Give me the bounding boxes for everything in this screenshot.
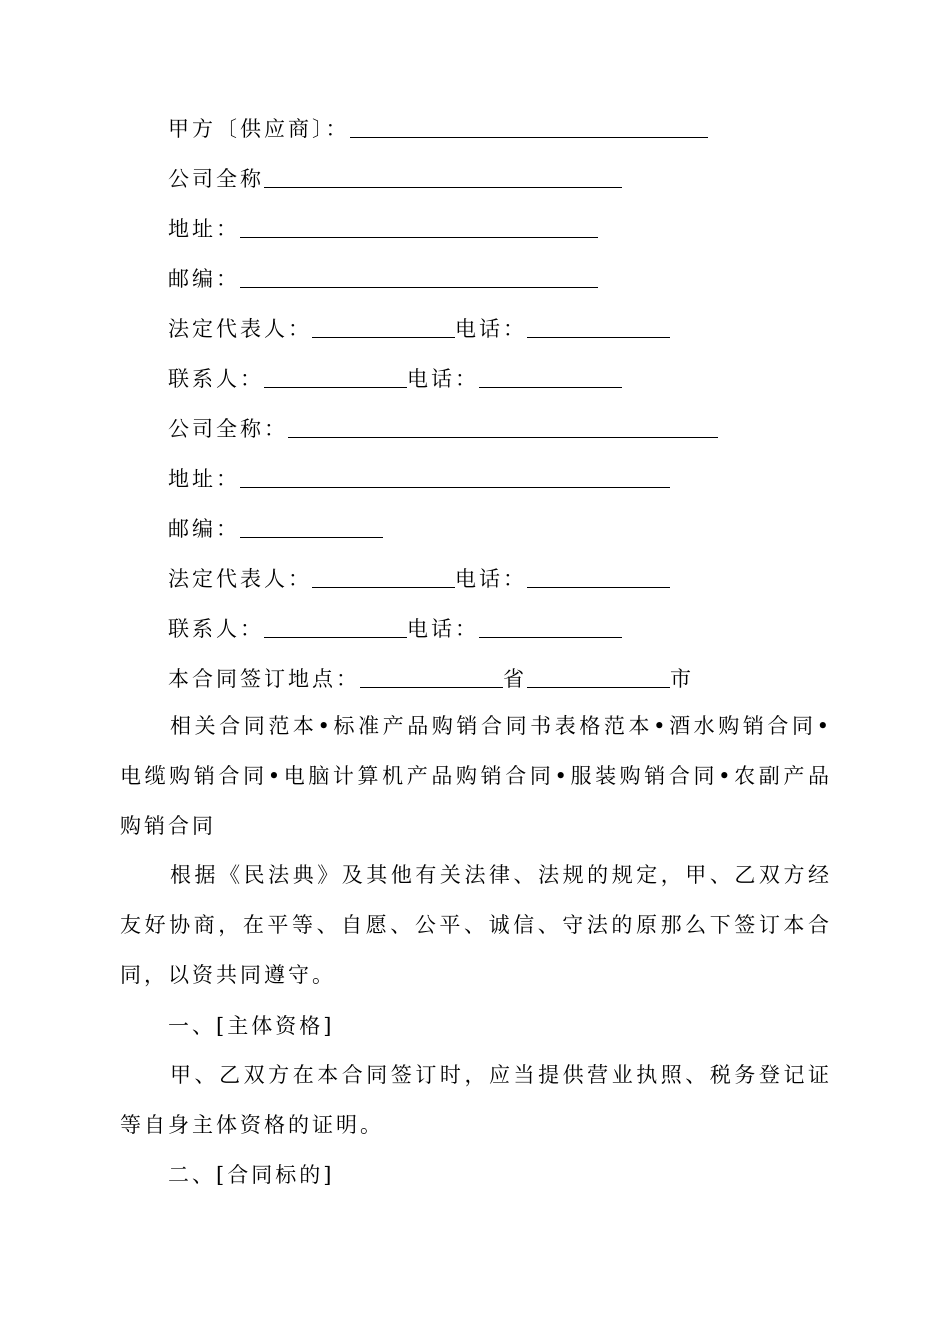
sign-place-row [168,665,694,693]
preamble-paragraph: 根据《民法典》及其他有关法律、法规的规定，甲、乙双方经友好协商，在平等、自愿、公平、诚信、守法的原那么下签订本合同，以资共同遵守。 [120,863,832,987]
postcode-row-1 [168,265,598,293]
phone-label-1a: 电话： [455,317,527,341]
address-label-1: 地址： [168,217,240,241]
phone-label-1b: 电话： [407,367,479,391]
legal-rep-blank-2[interactable] [312,567,455,588]
postcode-label-1: 邮编： [168,267,240,291]
postcode-blank-1[interactable] [240,267,598,288]
province-label: 省 [503,667,527,691]
section-1-title: 一、[主体资格] [168,1014,335,1038]
postcode-blank-2[interactable] [240,517,383,538]
company-name-blank-2[interactable] [288,417,718,438]
postcode-row-2 [168,515,383,543]
legal-rep-row-1 [168,315,670,343]
related-contracts-paragraph: 相关合同范本•标准产品购销合同书表格范本•酒水购销合同•电缆购销合同•电脑计算机产品购销合同•服装购销合同•农副产品购销合同 [120,714,832,838]
company-name-label-2: 公司全称： [168,417,288,441]
city-blank[interactable] [527,667,670,688]
contact-label-1: 联系人： [168,367,264,391]
sign-place-label: 本合同签订地点： [168,667,360,691]
legal-rep-label-2: 法定代表人： [168,567,312,591]
address-blank-2[interactable] [240,467,670,488]
company-name-row-1 [168,165,622,193]
contact-blank-2[interactable] [264,617,407,638]
contact-row-1 [168,365,622,393]
legal-rep-row-2 [168,565,670,593]
postcode-label-2: 邮编： [168,517,240,541]
phone-blank-2a[interactable] [527,567,670,588]
section-2-title: 二、[合同标的] [168,1163,335,1187]
party-a-blank[interactable] [350,117,708,138]
address-row-2 [168,465,670,493]
phone-blank-1a[interactable] [527,317,670,338]
legal-rep-label-1: 法定代表人： [168,317,312,341]
phone-blank-2b[interactable] [479,617,622,638]
phone-label-2b: 电话： [407,617,479,641]
company-name-blank-1[interactable] [264,167,622,188]
contact-row-2 [168,615,622,643]
party-a-row [168,115,708,143]
phone-label-2a: 电话： [455,567,527,591]
contact-label-2: 联系人： [168,617,264,641]
party-a-label: 甲方〔供应商〕： [168,117,350,141]
company-name-label-1: 公司全称 [168,167,264,191]
phone-blank-1b[interactable] [479,367,622,388]
section-1-body: 甲、乙双方在本合同签订时，应当提供营业执照、税务登记证等自身主体资格的证明。 [120,1063,832,1137]
province-blank[interactable] [360,667,503,688]
address-label-2: 地址： [168,467,240,491]
address-row-1 [168,215,598,243]
legal-rep-blank-1[interactable] [312,317,455,338]
contact-blank-1[interactable] [264,367,407,388]
company-name-row-2 [168,415,718,443]
city-label: 市 [670,667,694,691]
address-blank-1[interactable] [240,217,598,238]
